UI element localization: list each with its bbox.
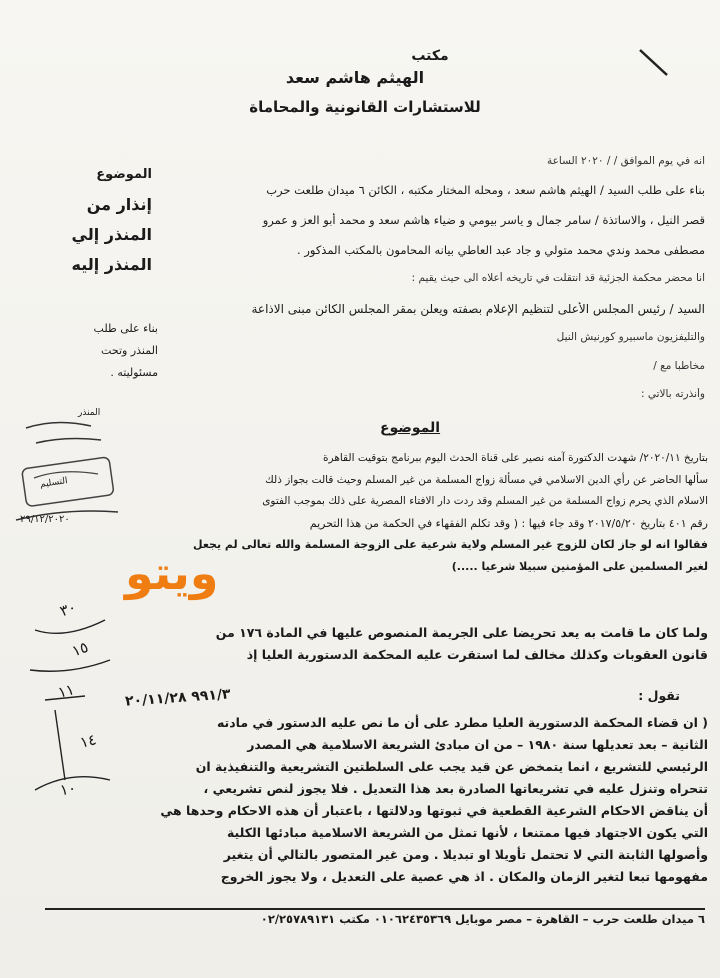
paragraph-2 <box>60 622 708 665</box>
para-line: لغير المسلمين على المؤمنين سبيلا شرعيا .....) <box>451 559 708 573</box>
footer-divider <box>45 908 705 910</box>
para-line: الثانية – بعد تعديلها سنة ١٩٨٠ – من ان مبادئ الشريعة الاسلامية هي المصدر <box>247 737 708 752</box>
says-label: تقول : <box>638 688 680 703</box>
sidebar-subject-line: المنذر إليه <box>71 255 152 274</box>
sidebar-subject-label: الموضوع <box>96 167 152 182</box>
stamp-date: ٢٩/١٢/٢٠٢٠ <box>20 514 70 525</box>
paragraph-3 <box>60 712 708 888</box>
office-name: الهيثم هاشم سعد <box>285 68 425 87</box>
body-line: مخاطبا مع / <box>653 360 705 372</box>
subject-heading: الموضوع <box>380 420 441 436</box>
para-line: وأصولها الثابتة التي لا تحتمل تأويلا او تبديلا . ومن غير المتصور بالتالي أن يتغير <box>223 847 708 862</box>
handwritten-lines-icon <box>25 597 115 800</box>
body-line: والتليفزيون ماسبيرو كورنيش النيل <box>556 331 705 343</box>
office-tagline: للاستشارات القانونية والمحاماة <box>249 98 481 116</box>
sidebar-note <box>40 318 158 384</box>
body-line: قصر النيل ، والاساتذة / سامر جمال و ياسر بيومي و ضياء هاشم سعد و محمد أبو العز و عمرو <box>262 213 705 227</box>
registration-stamp: ٩٩١/٣ ٢٠/١١/٢٨ <box>124 686 232 710</box>
para-line: مفهومها تبعا لتغير الزمان والمكان . اذ هي عصية على التعديل ، ولا يجوز الخروج <box>220 869 708 884</box>
para-line: تتحراه وتنزل عليه في تشريعاتها الصادرة بعد هذا التعديل . فلا يجوز لنص تشريعي ، <box>203 781 708 796</box>
para-line: قانون العقوبات وكذلك مخالف لما استقرت عليه المحكمة الدستورية العليا إذ <box>246 646 708 662</box>
stamp-label: المنذر <box>78 408 101 418</box>
pen-mark-icon <box>635 45 675 80</box>
body-line: وأنذرته بالاتي : <box>640 388 705 400</box>
para-line: سألها الحاضر عن رأي الدين الاسلامي في مسألة زواج المسلمة من غير المسلم وحيث قالت بجواز ذلك <box>265 473 708 486</box>
para-line: ولما كان ما قامت به يعد تحريضا على الجريمة المنصوص عليها في المادة ١٧٦ من <box>215 625 708 640</box>
date-line: انه في يوم الموافق / / ٢٠٢٠ الساعة <box>547 155 705 167</box>
para-line: أن يناقض الاحكام الشرعية القطعية في ثبوتها ودلالتها ، باعتبار أن هذه الاحكام وحدها هي <box>160 803 708 818</box>
body-line: بناء على طلب السيد / الهيثم هاشم سعد ، ومحله المختار مكتبه ، الكائن ٦ ميدان طلعت حرب <box>266 183 705 197</box>
handwritten-number: ١٤ <box>77 730 99 752</box>
footer-contact: ٦ ميدان طلعت حرب – القاهرة – مصر موبايل ٠١٠٦٢٤٣٥٣٦٩ مكتب ٠٢/٢٥٧٨٩١٣١ <box>260 912 705 926</box>
para-line: رقم ٤٠١ بتاريخ ٢٠١٧/٥/٢٠ وقد جاء فيها : ( وقد تكلم الفقهاء في الحكمة من هذا التحريم <box>309 516 708 530</box>
handwritten-number: ٣٠ <box>57 597 79 621</box>
body-line: انا محضر محكمة الجزئية قد انتقلت في تاريخه أعلاه الى حيث يقيم : <box>411 272 705 284</box>
sidebar-note-line: بناء على طلب <box>93 322 158 335</box>
addressee-line: السيد / رئيس المجلس الأعلى لتنظيم الإعلام بصفته ويعلن بمقر المجلس الكائن مبنى الاذاعة <box>251 302 705 316</box>
sidebar-note-line: المنذر وتحت <box>101 344 158 357</box>
sidebar-note-line: مسئوليته . <box>110 366 158 379</box>
office-label: مكتب <box>411 48 449 64</box>
watermark-logo: ويتو <box>125 546 219 600</box>
para-line: فقالوا انه لو جاز لكان للزوج غير المسلم ولاية شرعية على الزوجة المسلمة والله تعالى لم يجعل <box>193 538 708 551</box>
sidebar-subject-line: إنذار من <box>86 195 152 214</box>
para-line: التي يكون الاجتهاد فيها ممتنعا ، لأنها تمثل من الشريعة الاسلامية مبادئها الكلية <box>226 825 708 840</box>
handwritten-number: ١٠ <box>58 778 78 800</box>
para-line: الرئيسي للتشريع ، انما يتمخض عن قيد يجب على السلطتين التشريعية والتنفيذية ان <box>195 759 708 774</box>
handwritten-number: ١٥ <box>69 637 91 661</box>
body-line: مصطفى محمد وندي محمد متولي و جاد عبد العاطي بيانه المحامون بالمكتب المذكور . <box>297 243 705 257</box>
para-line: بتاريخ ٢٠٢٠/١١/ شهدت الدكتورة آمنه نصير على قناة الحدث اليوم ببرنامج بتوقيت القاهرة <box>323 452 708 464</box>
para-line: الاسلام الذي يحرم زواج المسلمة من غير المسلم وقد ردت دار الافتاء المصرية على ذلك بموجب الفتوى <box>262 495 708 507</box>
para-line: ( ان قضاء المحكمة الدستورية العليا مطرد على أن ما نص عليه الدستور في مادته <box>216 715 708 730</box>
stamp-label: التسليم <box>39 476 69 490</box>
sidebar-subject-line: المنذر إلي <box>71 225 152 244</box>
handwritten-number: ١١ <box>55 680 77 702</box>
